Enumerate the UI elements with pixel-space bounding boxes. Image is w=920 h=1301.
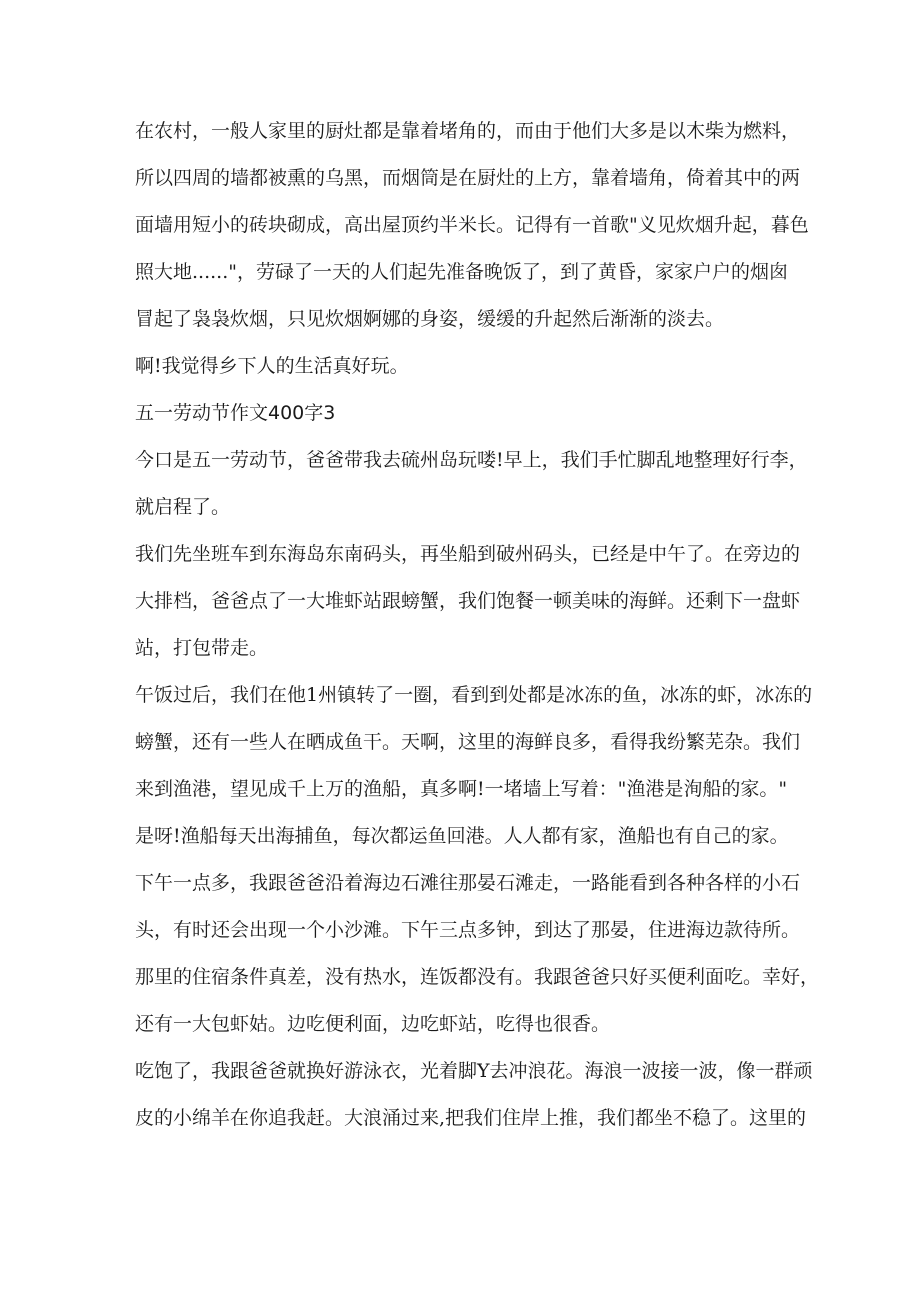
document-body [135,108,820,1142]
text-line: 头，有时还会出现一个小沙滩。下午三点多钟，到达了那晏，住进海边款待所。 [135,919,801,941]
text-line: 所以四周的墙都被熏的乌黑，而烟筒是在厨灶的上方，靠着墙角，倚着其中的两 [135,167,801,189]
text-line: 我们先坐班车到东海岛东南码头，再坐船到破州码头，已经是中午了。在旁边的 [135,543,801,565]
text-line: 站，打包带走。 [135,637,269,659]
paragraph [135,860,820,1048]
text-line: 大排档，爸爸点了一大堆虾站跟螃蟹，我们饱餐一顿美味的海鲜。还剩下一盘虾 [135,590,801,612]
text-line: 面墙用短小的砖块砌成，高出屋顶约半米长。记得有一首歌"义见炊烟升起，暮色 [135,214,809,236]
text-line: 是呀!渔船每天出海捕鱼，每次都运鱼回港。人人都有家，渔船也有自己的家。 [135,825,789,847]
text-line: 吃饱了，我跟爸爸就换好游泳衣，光着脚Y去冲浪花。海浪一波接一波，像一群顽 [135,1060,813,1082]
paragraph [135,437,808,531]
section-heading [135,390,800,437]
text-line: 还有一大包虾姑。边吃便利面，边吃虾站，吃得也很香。 [135,1013,611,1035]
text-line: 照大地......"，劳碌了一天的人们起先准备晚饭了，到了黄昏，家家户户的烟囱 [135,261,788,283]
text-line: 啊!我觉得乡下人的生活真好玩。 [135,355,409,377]
paragraph [135,531,800,672]
heading-text: 五一劳动节作文400字3 [135,402,336,424]
paragraph [135,1048,813,1142]
text-line: 下午一点多，我跟爸爸沿着海边石滩往那晏石滩走，一路能看到各种各样的小石 [135,872,801,894]
paragraph [135,343,800,390]
text-line: 就启程了。 [135,496,231,518]
paragraph [135,108,809,343]
text-line: 来到渔港，望见成千上万的渔船，真多啊!一堵墙上写着："渔港是洵船的家。" [135,778,788,800]
text-line: 螃蟹，还有一些人在晒成鱼干。天啊，这里的海鲜良多，看得我纷繁芜杂。我们 [135,731,801,753]
text-line: 皮的小绵羊在你追我赶。大浪涌过来,把我们住岸上推，我们都坐不稳了。这里的 [135,1107,807,1129]
text-line: 冒起了袅袅炊烟，只见炊烟婀娜的身姿，缓缓的升起然后渐渐的淡去。 [135,308,725,330]
text-line: 在农村，一般人家里的厨灶都是靠着堵角的，而由于他们大多是以木柴为燃料， [135,120,801,142]
text-line: 那里的住宿条件真差，没有热水，连饭都没有。我跟爸爸只好买便利面吃。幸好， [135,966,820,988]
paragraph [135,672,813,860]
text-line: 今口是五一劳动节，爸爸带我去硫州岛玩喽!早上，我们手忙脚乱地整理好行李， [135,449,808,471]
text-line: 午饭过后，我们在他1州镇转了一圈，看到到处都是冰冻的鱼，冰冻的虾，冰冻的 [135,684,813,706]
